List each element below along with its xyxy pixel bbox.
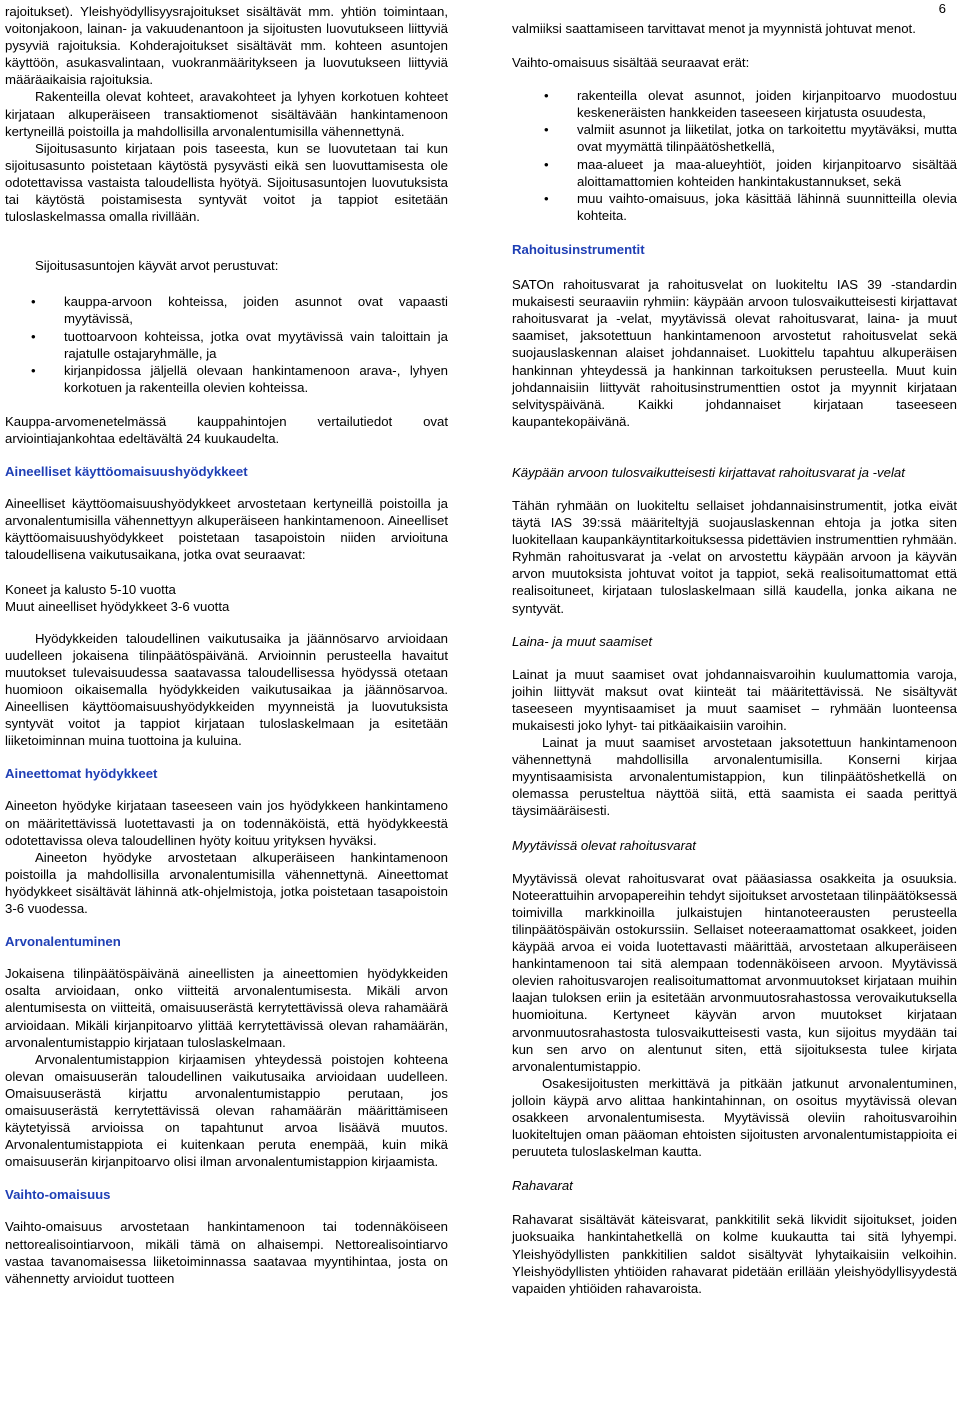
list-item: • tuottoarvoon kohteissa, jotka ovat myytävissä vain taloittain ja rajatulle ostajaryhmälle, ja bbox=[5, 328, 448, 362]
vaihto-omaisuus-paragraph: Vaihto-omaisuus arvostetaan hankintamenoon tai todennäköiseen nettorealisointiarvoon, mikäli tämä on alhaisempi. Nettorealisointiarvo vastaa tavanomaisessa liiketoiminnassa saatavaa myyntihintaa, josta on vähennetty arvioidut tuotteen bbox=[5, 1219, 448, 1286]
hyodykkeiden-paragraph: Hyödykkeiden taloudellinen vaikutusaika ja jäännösarvo arvioidaan uudelleen jokaisena tilinpäätöspäivänä. Arvioinnin perusteella havaitut muutokset tulevaisuudessa saatavassa taloudellisessa hyödyssä otetaan huomioon oikaisemalla hyödykkeiden vaikutusaikaa ja jäännösarvoa. Aineellisen käyttöomaisuushyödykkeiden myynneistä ja luovutuksista syntyvät voitot ja tappiot kirjataan tuloslaskelmaan ja esitetään liiketoiminnan muina tuottoina ja kuluina. bbox=[5, 630, 448, 749]
list-item: • kauppa-arvoon kohteissa, joiden asunnot ovat vapaasti myytävissä, bbox=[5, 293, 448, 327]
left-column bbox=[5, 0, 448, 1287]
rakenteilla-paragraph: Rakenteilla olevat kohteet, aravakohteet ja lyhyen korkotuen kohteet kirjataan alkuperäiseen transaktiomenot sisältävään hankintamenoon kertyneillä poistoilla ja mahdollisilla arvonalentumisilla vähennettynä. bbox=[5, 89, 448, 139]
sijoitusasunto-paragraph: Sijoitusasunto kirjataan pois taseesta, kun se luovutetaan tai kun sijoitusasunto poistetaan käytöstä pysyvästi eikä sen luovuttamisesta ole odotettavissa vastaista taloudellista hyötyä. Sijoitusasuntojen luovutuksista tai käytöstä poistamisesta syntyvät voitot ja tappiot esitetään tuloslaskelmassa omalla rivillään. bbox=[5, 140, 448, 225]
aineeton-paragraph-1: Aineeton hyödyke kirjataan taseeseen vain jos hyödykkeen hankintameno on määritettävissä luotettavasti ja on todennäköistä, että hyödykkeestä odotettavissa oleva taloudellinen hyöty koituu yrityksen hyväksi. bbox=[5, 798, 448, 848]
list-item: • rakenteilla olevat asunnot, joiden kirjanpitoarvo muodostuu keskeneräisten hankkeiden taseeseen kirjatusta osuudesta, bbox=[512, 87, 957, 121]
heading-aineettomat: Aineettomat hyödykkeet bbox=[5, 766, 158, 782]
vaihto-omaisuus-intro: Vaihto-omaisuus sisältää seuraavat erät: bbox=[512, 55, 750, 71]
heading-kaypaan-arvoon: Käypään arvoon tulosvaikutteisesti kirjattavat rahoitusvarat ja -velat bbox=[512, 464, 905, 480]
list-item: • maa-alueet ja maa-alueyhtiöt, joiden kirjanpitoarvo sisältää aloittamattomien kohteiden hankintakustannukset, sekä bbox=[512, 156, 957, 190]
heading-laina: Laina- ja muut saamiset bbox=[512, 633, 653, 649]
arvonalentuminen-paragraph-1: Jokaisena tilinpäätöspäivänä aineellisten ja aineettomien hyödykkeiden osalta arvioidaan, onko viitteitä arvonalentumisesta. Mikäli arvon alentumisesta on viitteitä, omaisuuserästä kerrytettävissä oleva rahamäärä arvioidaan. Mikäli kirjanpitoarvo ylittää kerrytettävissä olevan rahamäärän, arvonalentumistappio kirjataan tuloslaskelmaan. bbox=[5, 966, 448, 1050]
heading-myytavissa: Myytävissä olevat rahoitusvarat bbox=[512, 837, 696, 853]
heading-arvonalentuminen: Arvonalentuminen bbox=[5, 934, 121, 950]
heading-rahoitusinstrumentit: Rahoitusinstrumentit bbox=[512, 241, 645, 257]
rahavarat-paragraph: Rahavarat sisältävät käteisvarat, pankkitilit sekä likvidit sijoitukset, joiden juoksuaika hankintahetkellä on kolme kuukautta tai sitä lyhyempi. Yleishyödyllisten pankkitilien saldot sisältyvät lyhytaikaisiin velkoihin. Yleishyödyllisten yhtiöiden rahavarat pidetään erillään yleishyödyllisyydestä vapaiden yhtiöiden rahavaroista. bbox=[512, 1212, 957, 1296]
kauppa-arvo-paragraph: Kauppa-arvomenetelmässä kauppahintojen vertailutiedot ovat arviointiajankohtaa edeltävältä 24 kuukaudelta. bbox=[5, 413, 448, 446]
muut-line: Muut aineelliset hyödykkeet 3-6 vuotta bbox=[5, 598, 230, 614]
kaypaan-arvoon-paragraph: Tähän ryhmään on luokiteltu sellaiset johdannaisinstrumentit, jotka eivät täytä IAS 39:ssä määriteltyjä suojauslaskennan ehtoja ja jotka siten luokitellaan kaupankäyntitarkoituksessa pidettävien instrumenttien ryhmään. Ryhmän rahoitusvarat ja -velat on arvostettu käypään arvoon ja käyvän arvon muutoksista johtuvat voitot ja tappiot, sekä realisoitumattomat että realisoituneet, kirjataan tuloslaskelmaan sillä kaudella, jonka aikana ne syntyvät. bbox=[512, 497, 957, 616]
heading-vaihto-omaisuus: Vaihto-omaisuus bbox=[5, 1187, 111, 1203]
list-item: • valmiit asunnot ja liiketilat, jotka on tarkoitettu myytäväksi, mutta ovat myymättä tilinpäätöshetkellä, bbox=[512, 121, 957, 155]
arvonalentuminen-paragraph-2: Arvonalentumistappion kirjaamisen yhteydessä poistojen kohteena olevan omaisuuserän taloudellinen vaikutusaika arvioidaan uudelleen. Omaisuuserästä kirjattu arvonalentumistappio perutaan, jos omaisuuserästä kerrytettävissä olevan rahamäärän määrittämiseen käytetyissä arvioissa on tapahtunut arvoa lisäävä muutos. Arvonalentumistappiota ei kuitenkaan peruta enempää, kuin mikä omaisuuserän kirjanpitoarvo olisi ilman arvonalentumistappion kirjaamista. bbox=[5, 1051, 448, 1170]
laina-paragraph-2: Lainat ja muut saamiset arvostetaan jaksotettuun hankintamenoon vähennettynä mahdollisilla arvonalentumisilla. Konserni kirjaa myyntisaamisista arvonalentumistappion, kun tilinpäätöshetkellä on olemassa perusteltua näyttöä siitä, että saamista ei saada perittyä täysimääräisesti. bbox=[512, 735, 957, 819]
heading-aineelliset: Aineelliset käyttöomaisuushyödykkeet bbox=[5, 464, 248, 480]
laina-paragraph-1: Lainat ja muut saamiset ovat johdannaisvaroihin kuulumattomia varoja, joihin liittyvät maksut ovat kiinteät tai määritettävissä. Ne sisältyvät taseeseen myyntisaamiset ja muut saamiset – ryhmään luonteensa mukaisesti joko lyhyt- tai pitkäaikaisiin varoihin. bbox=[512, 666, 957, 733]
list-item: • muu vaihto-omaisuus, joka käsittää lähinnä suunnitteilla olevia kohteita. bbox=[512, 190, 957, 224]
list-item: • kirjanpidossa jäljellä olevaan hankintamenoon arava-, lyhyen korkotuen ja rakenteilla olevien kohteissa. bbox=[5, 362, 448, 396]
myytavissa-paragraph-1: Myytävissä olevat rahoitusvarat ovat pääasiassa osakkeita ja osuuksia. Noteerattuihin arvopapereihin tehdyt sijoitukset arvostetaan tilinpäätöksessä toimivilla markkinoilla julkaistujen hintanoteerausten perusteella tilinpäätöspäivän ostokurssiin. Sellaiset noteeraamattomat osakkeet, joiden käypää arvoa ei voida luotettavasti määrittää, arvostetaan alkuperäiseen hankintamenoon tai sitä alempaan todennäköiseen arvoon. Myytävissä olevien rahoitusvarojen realisoitumattomat arvonmuutokset kirjataan muihin laajan tuloksen eriin ja esitetään arvonmuutosrahastossa verovaikutuksella huomioituna. Kertyneet käyvän arvon muutokset kirjataan arvonmuutosrahastosta tulosvaikutteisesti vasta, kun sijoitus myydään tai kun sen arvo on alentunut siten, että sijoituksesta tulee kirjata arvonalentumistappio. bbox=[512, 870, 957, 1074]
page-number: 6 bbox=[938, 1, 946, 16]
kayvat-arvot-list bbox=[5, 293, 448, 396]
aineelliset-paragraph: Aineelliset käyttöomaisuushyödykkeet arvostetaan kertyneillä poistoilla ja arvonalentumisilla vähennettyyn alkuperäiseen hankintamenoon. Aineelliset käyttöomaisuushyödykkeet poistetaan tasapoistoin niiden arvioituna taloudellisena vaikutusaikana, jotka ovat seuraavat: bbox=[5, 496, 448, 563]
aineeton-paragraph-2: Aineeton hyödyke arvostetaan alkuperäiseen hankintamenoon poistoilla ja mahdollisilla arvonalentumisilla vähennettynä. Aineettomat hyödykkeet sisältävät lähinnä atk-ohjelmistoja, jotka poistetaan tasapoistoin 3-6 vuodessa. bbox=[5, 849, 448, 917]
koneet-line: Koneet ja kalusto 5-10 vuotta bbox=[5, 581, 176, 597]
kayvat-arvot-paragraph: Sijoitusasuntojen käyvät arvot perustuvat: bbox=[35, 258, 279, 274]
intro-paragraph: rajoitukset). Yleishyödyllisyysrajoitukset sisältävät mm. yhtiön toimintaan, voitonjakoon, lainan- ja vakuudenantoon ja sijoitusten luovutukseen liittyviä pysyviä rajoituksia. Kohderajoitukset sisältävät mm. kohteen asuntojen käyttöön, asukasvalintaan, vuokranmääritykseen ja luovutukseen liittyviä määräaikaisia rajoituksia. bbox=[5, 4, 448, 88]
myytavissa-paragraph-2: Osakesijoitusten merkittävä ja pitkään jatkunut arvonalentuminen, jolloin käypä arvo alittaa hankintahinnan, on osoitus myytävissä olevan osakkeen arvonalentumisesta. Myytävissä oleviin rahoitusvaroihin luokiteltujen oman pääoman ehtoisten sijoitusten arvonalentumistappioita ei peruuteta tuloslaskelman kautta. bbox=[512, 1075, 957, 1160]
continued-paragraph: valmiiksi saattamiseen tarvittavat menot ja myynnistä johtuvat menot. bbox=[512, 21, 916, 36]
heading-rahavarat: Rahavarat bbox=[512, 1178, 573, 1194]
right-column bbox=[512, 0, 957, 1297]
vaihto-omaisuus-list bbox=[512, 87, 957, 224]
rahoitusinstrumentit-paragraph: SATOn rahoitusvarat ja rahoitusvelat on luokiteltu IAS 39 -standardin mukaisesti seuraaviin ryhmiin: käypään arvoon tulosvaikutteisesti kirjattavat rahoitusvarat ja -velat, myytävissä olevat rahoitusvarat, laina- ja muut saamiset, jaksotettuun hankintamenoon arvostetut rahoitusvelat sekä suojauslaskennan alaiset johdannaiset. Luokittelu tapahtuu alkuperäisen hankinnan yhteydessä ja hankinnan tarkoituksen perusteella. Muut kuin johdannaisiin liittyvät rahoitusinstrumenttien ostot ja myynnit kirjataan selvityspäivänä. Kaikki johdannaiset kirjataan taseeseen kaupantekopäivänä. bbox=[512, 277, 957, 429]
